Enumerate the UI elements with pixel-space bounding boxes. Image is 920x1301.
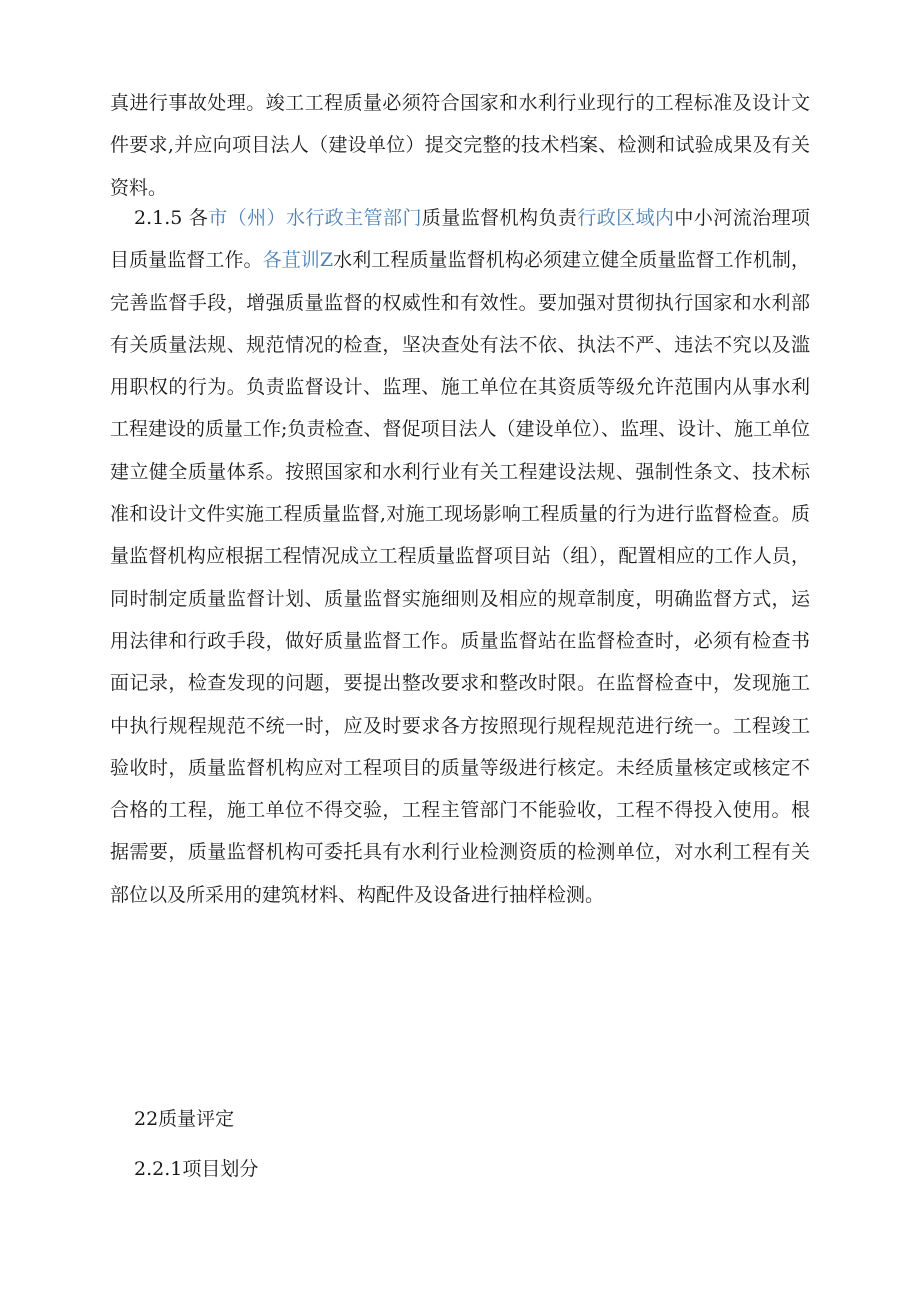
- section-number-2-1-5: 2.1.5: [134, 207, 183, 229]
- paragraph-continuation: 真进行事故处理。竣工工程质量必须符合国家和水利行业现行的工程标准及设计文件要求,并应向项目法人（建设单位）提交完整的技术档案、检测和试验成果及有关资料。: [110, 92, 810, 199]
- paragraph-text-a: 各: [182, 207, 209, 229]
- link-administrative-region[interactable]: 行政区域内: [577, 207, 675, 229]
- paragraph-text-b: 质量监督机构负责: [421, 207, 578, 229]
- link-each-region[interactable]: 各苴训Z: [262, 249, 334, 272]
- subsection-heading-2-2-1: 2.2.1项目划分: [134, 1158, 259, 1180]
- paragraph-text-c: 中小河流治理项目质量监督工作。: [110, 207, 810, 272]
- paragraph-2-1-5: [110, 197, 810, 916]
- link-city-water-department[interactable]: 市（州）水行政主管部门: [208, 207, 422, 229]
- section-heading-22: 22质量评定: [134, 1108, 235, 1130]
- paragraph-text-d: 水利工程质量监督机构必须建立健全质量监督工作机制，完善监督手段，增强质量监督的权威性和有效性。要加强对贯彻执行国家和水利部有关质量法规、规范情况的检查，坚决查处有法不依、执法不严、违法不究以及滥用职权的行为。负责监督设计、监理、施工单位在其资质等级允许范围内从事水利工程建设的质量工作;负责检查、督促项目法人（建设单位）、监理、设计、施工单位建立健全质量体系。按照国家和水利行业有关工程建设法规、强制性条文、技术标准和设计文件实施工程质量监督,对施工现场影响工程质量的行为进行监督检查。质量监督机构应根据工程情况成立工程质量监督项目站（组），配置相应的工作人员，同时制定质量监督计划、质量监督实施细则及相应的规章制度，明确监督方式，运用法律和行政手段，做好质量监督工作。质量监督站在监督检查时，必须有检查书面记录，检查发现的问题，要提出整改要求和整改时限。在监督检查中，发现施工中执行规程规范不统一时，应及时要求各方按照现行规程规范进行统一。工程竣工验收时，质量监督机构应对工程项目的质量等级进行核定。未经质量核定或核定不合格的工程，施工单位不得交验，工程主管部门不能验收，工程不得投入使用。根据需要，质量监督机构可委托具有水利行业检测资质的检测单位，对水利工程有关部位以及所采用的建筑材料、构配件及设备进行抽样检测。: [110, 249, 810, 906]
